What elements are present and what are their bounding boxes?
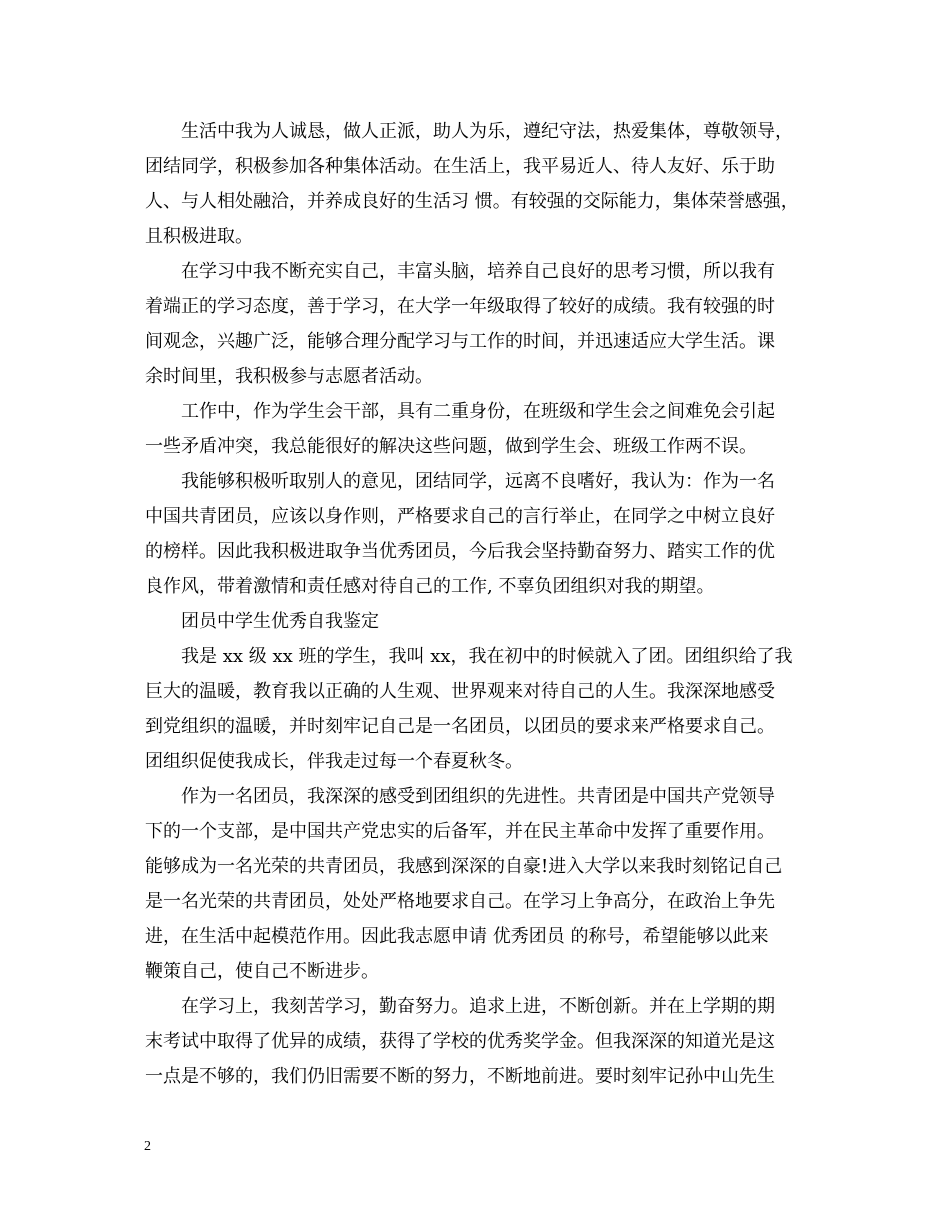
text-line: 在学习中我不断充实自己，丰富头脑，培养自己良好的思考习惯，所以我有 [181, 261, 775, 282]
text-line: 下的一个支部，是中国共产党忠实的后备军，并在民主革命中发挥了重要作用。 [145, 821, 775, 842]
text-line: 中国共青团员，应该以身作则，严格要求自己的言行举止，在同学之中树立良好 [145, 506, 775, 527]
text-line: 我是 xx 级 xx 班的学生，我叫 xx，我在初中的时候就入了团。团组织给了我 [181, 646, 793, 667]
text-line: 且积极进取。 [145, 226, 253, 247]
text-line: 在学习上，我刻苦学习，勤奋努力。追求上进，不断创新。并在上学期的期 [181, 996, 775, 1017]
text-line: 生活中我为人诚恳，做人正派，助人为乐，遵纪守法，热爱集体，尊敬领导， [181, 121, 793, 142]
text-line: 工作中，作为学生会干部，具有二重身份，在班级和学生会之间难免会引起 [181, 401, 775, 422]
text-line: 巨大的温暖，教育我以正确的人生观、世界观来对待自己的人生。我深深地感受 [145, 681, 775, 702]
text-line: 到党组织的温暖，并时刻牢记自己是一名团员，以团员的要求来严格要求自己。 [145, 716, 775, 737]
text-line: 余时间里，我积极参与志愿者活动。 [145, 366, 433, 387]
text-line: 是一名光荣的共青团员，处处严格地要求自己。在学习上争高分，在政治上争先 [145, 891, 775, 912]
text-line: 末考试中取得了优异的成绩，获得了学校的优秀奖学金。但我深深的知道光是这 [145, 1031, 775, 1052]
text-line: 人、与人相处融洽，并养成良好的生活习 惯。有较强的交际能力，集体荣誉感强， [145, 191, 799, 212]
text-line: 间观念，兴趣广泛，能够合理分配学习与工作的时间，并迅速适应大学生活。课 [145, 331, 775, 352]
text-line: 进，在生活中起模范作用。因此我志愿申请 优秀团员 的称号，希望能够以此来 [145, 926, 769, 947]
text-line: 团结同学，积极参加各种集体活动。在生活上，我平易近人、待人友好、乐于助 [145, 156, 775, 177]
text-line: 着端正的学习态度，善于学习，在大学一年级取得了较好的成绩。我有较强的时 [145, 296, 775, 317]
text-line: 团组织促使我成长，伴我走过每一个春夏秋冬。 [145, 751, 523, 772]
text-line: 一点是不够的，我们仍旧需要不断的努力，不断地前进。要时刻牢记孙中山先生 [145, 1066, 775, 1087]
text-line: 良作风，带着激情和责任感对待自己的工作, 不辜负团组织对我的期望。 [145, 576, 715, 597]
text-line: 我能够积极听取别人的意见，团结同学，远离不良嗜好，我认为：作为一名 [181, 471, 775, 492]
text-line: 鞭策自己，使自己不断进步。 [145, 961, 379, 982]
text-line: 作为一名团员，我深深的感受到团组织的先进性。共青团是中国共产党领导 [181, 786, 775, 807]
text-line: 能够成为一名光荣的共青团员，我感到深深的自豪!进入大学以来我时刻铭记自己 [145, 856, 783, 877]
text-line: 的榜样。因此我积极进取争当优秀团员，今后我会坚持勤奋努力、踏实工作的优 [145, 541, 775, 562]
text-line: 一些矛盾冲突，我总能很好的解决这些问题，做到学生会、班级工作两不误。 [145, 436, 757, 457]
section-heading: 团员中学生优秀自我鉴定 [181, 611, 379, 632]
page-number: 2 [144, 1139, 151, 1154]
